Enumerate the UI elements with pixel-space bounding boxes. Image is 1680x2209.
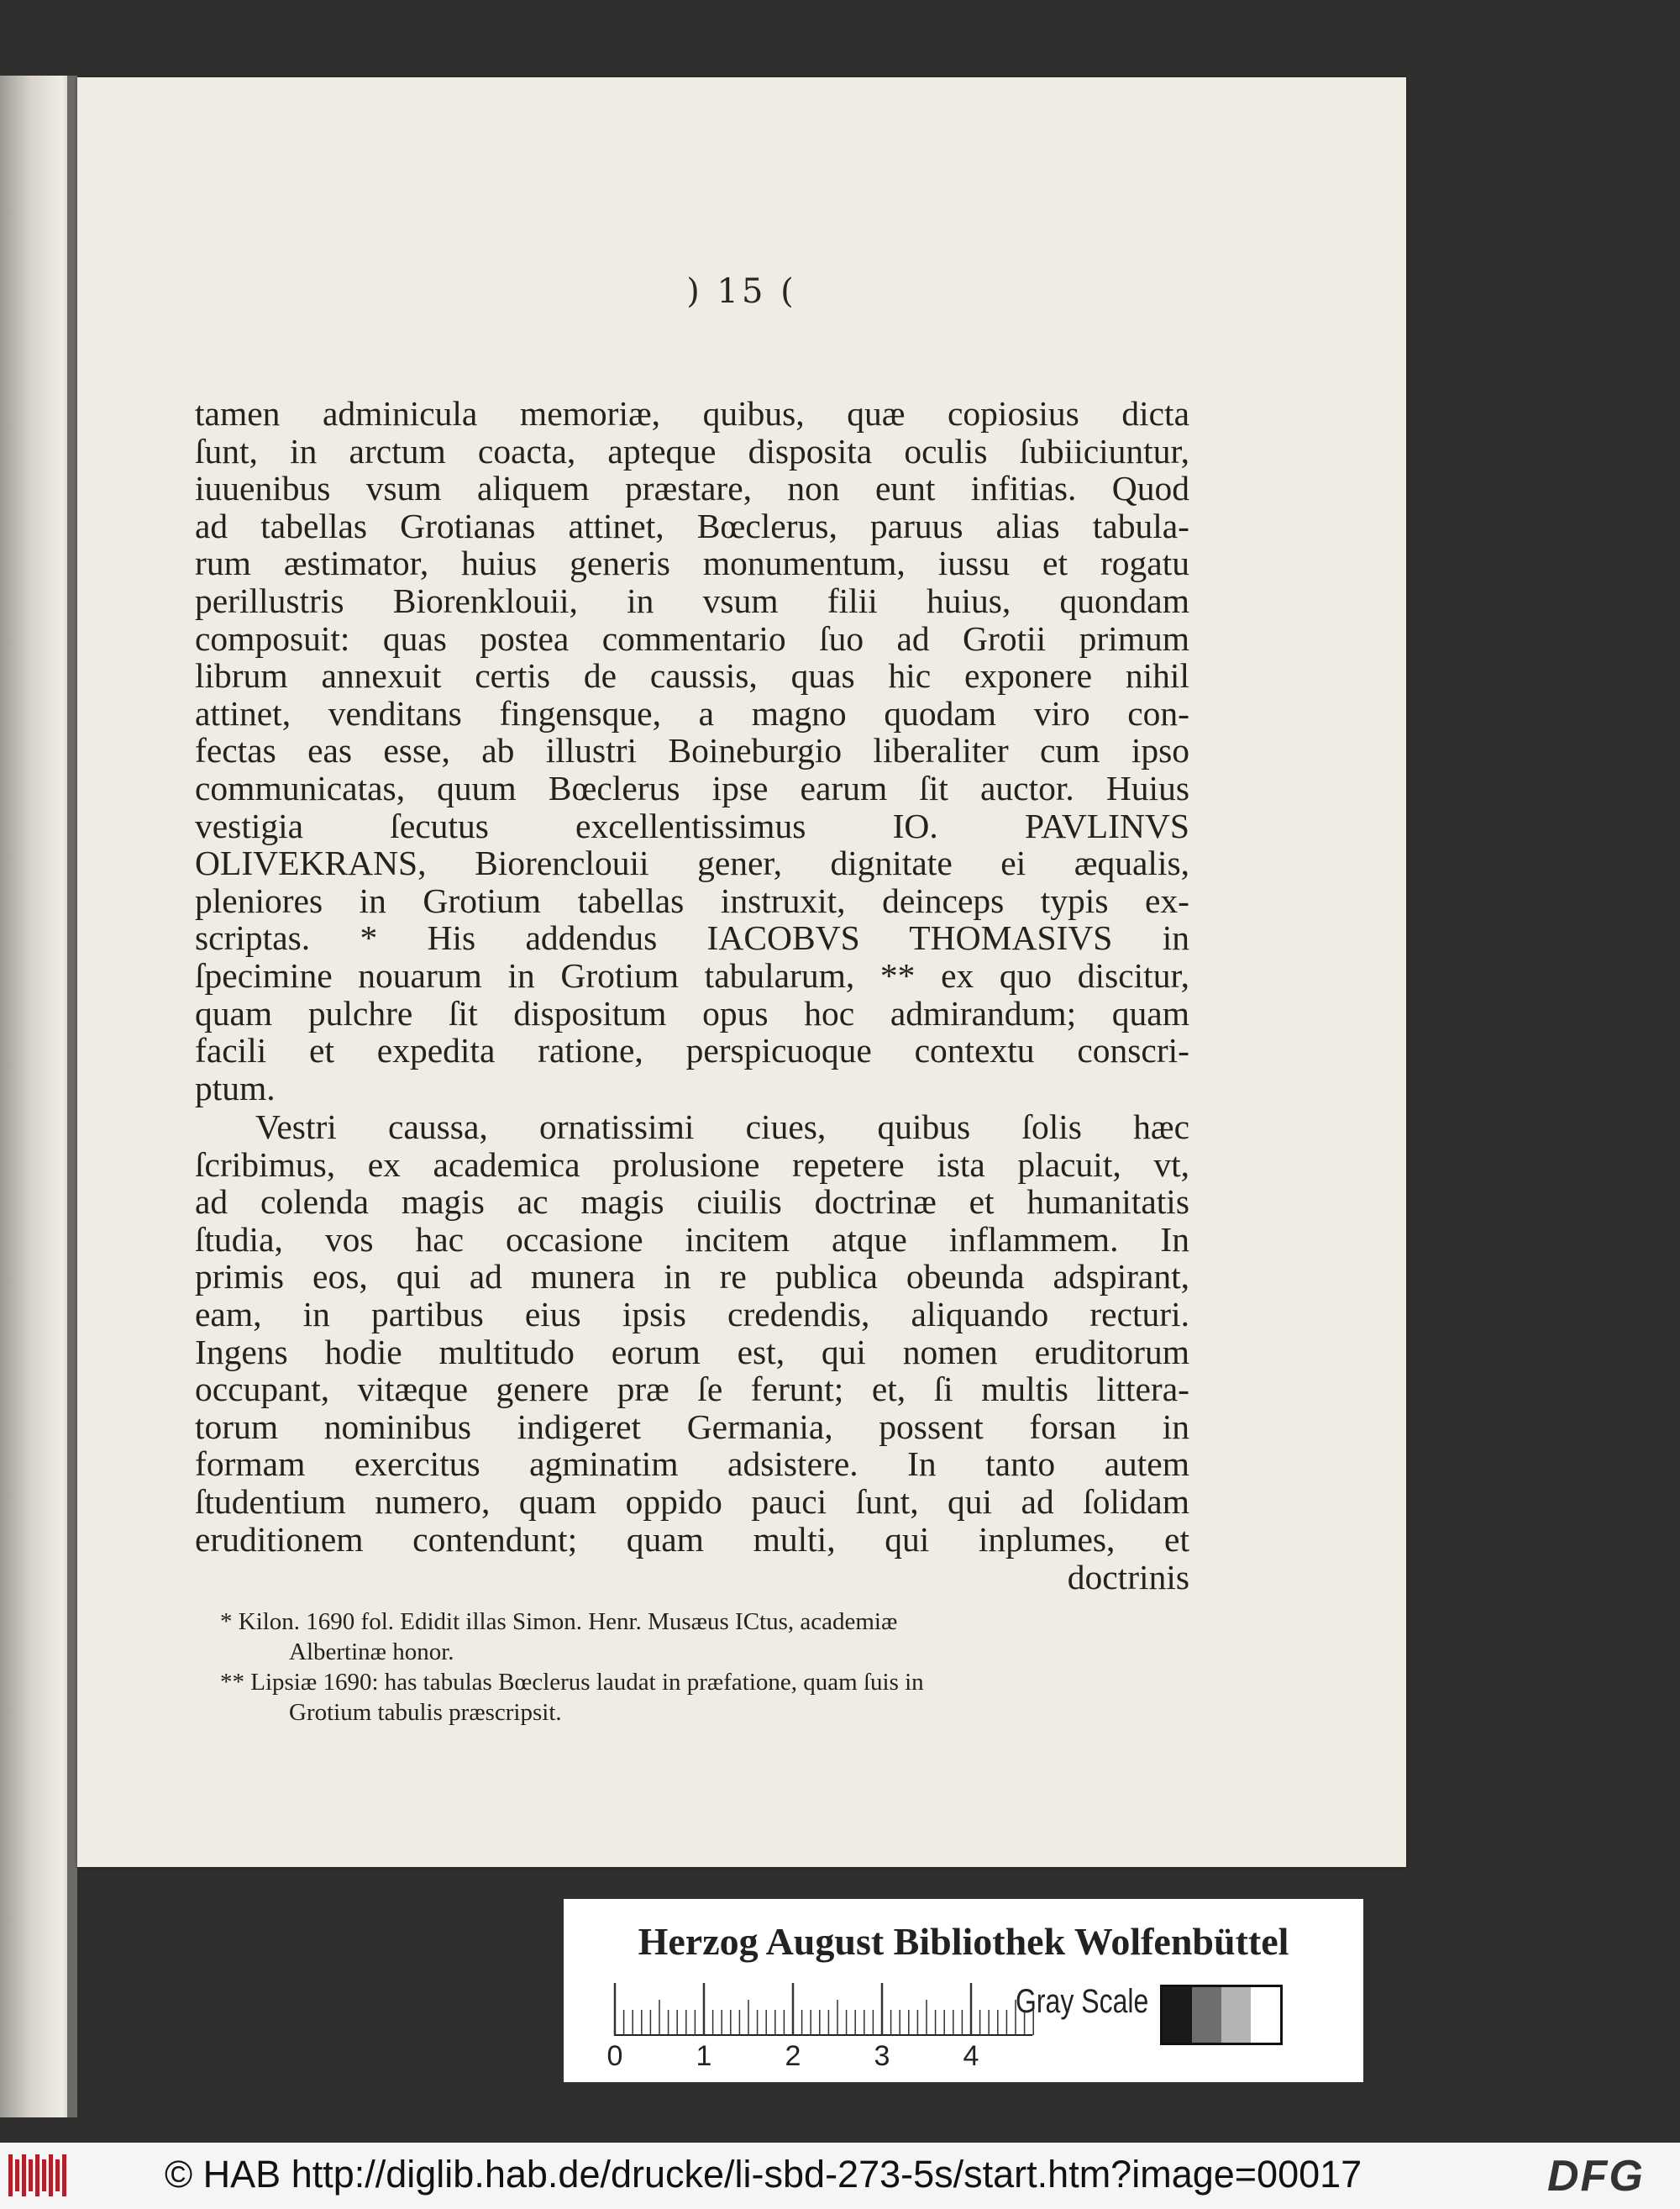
text-line: librum annexuit certis de caussis, quas hic exponere nihil [195, 656, 1189, 696]
text-line: composuit: quas postea commentario ſuo ad Grotii primum [195, 618, 1189, 658]
ruler-number: 0 [606, 2040, 623, 2072]
catchword: doctrinis [1067, 1558, 1189, 1596]
text-line: facili et expedita ratione, perspicuoque contextu conscri- [195, 1031, 1189, 1070]
scale-ruler [606, 1976, 1000, 2072]
text-line: Ingens hodie multitudo eorum est, qui nomen eruditorum [195, 1332, 1189, 1371]
text-line: eam, in partibus eius ipsis credendis, aliquando recturi. [195, 1294, 1189, 1333]
gray-swatch-cell [1251, 1987, 1280, 2043]
text-line: primis eos, qui ad munera in re publica obeunda adspirant, [195, 1257, 1189, 1296]
text-line: ad tabellas Grotianas attinet, Bœclerus, paruus alias tabula- [195, 506, 1189, 545]
footer-bar [0, 2143, 1680, 2209]
hab-logo-bar [62, 2154, 66, 2196]
text-line: ſunt, in arctum coacta, apteque disposita oculis ſubiiciuntur, [195, 431, 1189, 471]
hab-logo-bar [22, 2154, 26, 2196]
text-line: Vestri caussa, ornatissimi ciues, quibus ſolis hæc [255, 1107, 1189, 1146]
text-line: tamen adminicula memoriæ, quibus, quæ copiosius dicta [195, 394, 1189, 433]
text-line: eruditionem contendunt; quam multi, qui inplumes, et [195, 1519, 1189, 1559]
text-line: OLIVEKRANS, Biorenclouii gener, dignitate ei æqualis, [195, 844, 1189, 883]
gray-scale-swatch [1160, 1985, 1283, 2045]
dfg-logo: DFG [1547, 2152, 1645, 2201]
ruler-number: 4 [963, 2040, 979, 2072]
text-line: vestigia ſecutus excellentissimus IO. PAVLINVS [195, 806, 1189, 845]
hab-logo-icon [7, 2154, 71, 2196]
text-line: ſcribimus, ex academica prolusione repetere ista placuit, vt, [195, 1144, 1189, 1184]
text-line: communicatas, quum Bœclerus ipse earum ſit auctor. Huius [195, 768, 1189, 807]
footnotes [220, 1607, 1203, 1728]
text-line: pleniores in Grotium tabellas instruxit, deinceps typis ex- [195, 881, 1189, 920]
hab-logo-bar [29, 2159, 33, 2191]
gray-swatch-cell [1192, 1987, 1221, 2043]
text-line: ptum. [195, 1068, 276, 1107]
text-line: ſtudia, vos hac occasione incitem atque inflammem. In [195, 1219, 1189, 1259]
hab-logo-bar [55, 2159, 60, 2191]
text-line: formam exercitus agminatim adsistere. In tanto autem [195, 1444, 1189, 1484]
text-line: occupant, vitæque genere præ ſe ferunt; et, ſi multis littera- [195, 1370, 1189, 1409]
text-line: fectas eas esse, ab illustri Boineburgio liberaliter cum ipso [195, 731, 1189, 771]
hab-logo-bar [15, 2159, 19, 2191]
gray-swatch-cell [1221, 1987, 1251, 2043]
text-line: rum æstimator, huius generis monumentum, iussu et rogatu [195, 544, 1189, 583]
text-line: ſtudentium numero, quam oppido pauci ſunt, qui ad ſolidam [195, 1481, 1189, 1521]
book-spine [67, 76, 77, 2117]
source-url: © HAB http://diglib.hab.de/drucke/li-sbd-273-5s/start.htm?image=00017 [165, 2153, 1362, 2196]
paragraph-1 [195, 395, 1189, 1107]
ruler-number: 2 [785, 2040, 801, 2072]
page-number: ) 15 ( [686, 272, 797, 311]
ruler-number: 1 [696, 2040, 712, 2072]
footnote-2-cont: Grotium tabulis præscripsit. [289, 1699, 562, 1726]
text-line: ſpecimine nouarum in Grotium tabularum, ** ex quo discitur, [195, 955, 1189, 995]
text-line: ad colenda magis ac magis ciuilis doctrinæ et humanitatis [195, 1182, 1189, 1222]
hab-logo-bar [49, 2154, 53, 2196]
catchword-row [195, 1559, 1189, 1596]
hab-logo-bar [35, 2154, 39, 2196]
text-line: perillustris Biorenklouii, in vsum filii huius, quondam [195, 581, 1189, 620]
paragraph-2 [195, 1108, 1189, 1558]
book-page [77, 77, 1406, 1867]
text-line: torum nominibus indigeret Germania, possent forsan in [195, 1407, 1189, 1446]
text-line: attinet, venditans fingensque, a magno quodam viro con- [195, 693, 1189, 733]
text-line: quam pulchre ſit dispositum opus hoc admirandum; quam [195, 993, 1189, 1033]
footnote-1-cont: Albertinæ honor. [289, 1638, 454, 1665]
footnote-1: * Kilon. 1690 fol. Edidit illas Simon. Henr. Musæus ICtus, academiæ [220, 1608, 898, 1635]
ruler-number: 3 [874, 2040, 890, 2072]
hab-logo-bar [42, 2159, 46, 2191]
library-label [564, 1899, 1363, 2082]
left-page-edge [0, 76, 77, 2117]
library-name: Herzog August Bibliothek Wolfenbüttel [638, 1920, 1289, 1963]
hab-logo-bar [8, 2154, 13, 2196]
text-line: iuuenibus vsum aliquem præstare, non eunt infitias. Quod [195, 469, 1189, 508]
gray-scale-label: Gray Scale [1016, 1983, 1149, 2020]
text-line: scriptas. * His addendus IACOBVS THOMASIVS in [195, 918, 1189, 958]
gray-swatch-cell [1163, 1987, 1192, 2043]
footnote-2: ** Lipsiæ 1690: has tabulas Bœclerus laudat in præfatione, quam ſuis in [220, 1669, 924, 1696]
